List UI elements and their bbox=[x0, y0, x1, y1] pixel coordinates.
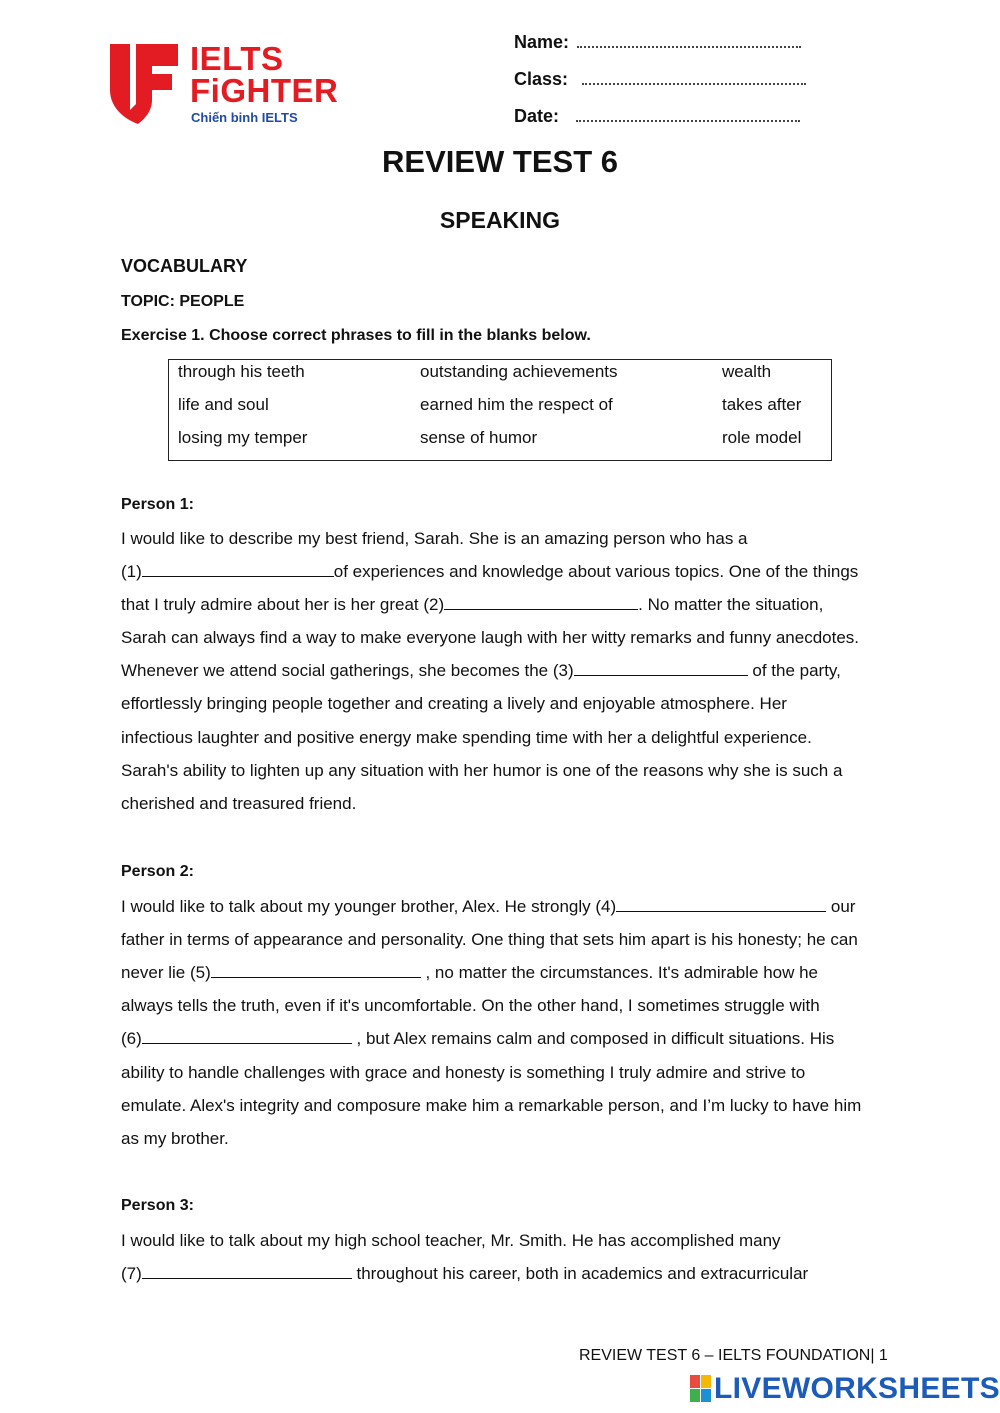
text-segment: . No matter the situation, bbox=[638, 595, 824, 614]
section-heading: VOCABULARY bbox=[121, 256, 248, 276]
page-footer: REVIEW TEST 6 – IELTS FOUNDATION| 1 bbox=[579, 1347, 888, 1364]
text-line: I would like to talk about my high school teacher, Mr. Smith. He has accomplished many bbox=[121, 1231, 781, 1250]
text-segment: (6) bbox=[121, 1029, 142, 1048]
word-bank-item: role model bbox=[722, 428, 802, 447]
person-2-paragraph bbox=[121, 897, 881, 1167]
text-segment: that I truly admire about her is her great (2) bbox=[121, 595, 445, 614]
word-bank-item: earned him the respect of bbox=[420, 395, 613, 414]
date-label: Date: bbox=[514, 106, 560, 126]
blank-7[interactable] bbox=[142, 1264, 352, 1279]
name-field[interactable] bbox=[514, 32, 801, 53]
text-segment: (7) bbox=[121, 1264, 142, 1283]
text-line bbox=[121, 661, 841, 681]
class-blank[interactable] bbox=[582, 71, 806, 85]
blank-5[interactable] bbox=[211, 963, 421, 978]
text-line bbox=[121, 562, 858, 582]
person-1-paragraph bbox=[121, 529, 881, 829]
word-bank-item: losing my temper bbox=[178, 428, 308, 447]
person-2-heading: Person 2: bbox=[121, 863, 194, 880]
blank-3[interactable] bbox=[574, 661, 748, 676]
word-bank-item: through his teeth bbox=[178, 362, 305, 381]
blank-2[interactable] bbox=[444, 595, 638, 610]
text-line: emulate. Alex's integrity and composure make him a remarkable person, and I’m lucky to have him bbox=[121, 1096, 862, 1115]
text-segment: never lie (5) bbox=[121, 963, 211, 982]
shield-icon bbox=[108, 40, 180, 126]
text-line: always tells the truth, even if it's uncomfortable. On the other hand, I sometimes struggle with bbox=[121, 996, 820, 1015]
text-segment: Whenever we attend social gatherings, she becomes the (3) bbox=[121, 661, 574, 680]
text-segment: throughout his career, both in academics and extracurricular bbox=[351, 1264, 809, 1283]
class-label: Class: bbox=[514, 69, 569, 89]
blank-4[interactable] bbox=[616, 897, 826, 912]
text-segment: , no matter the circumstances. It's admirable how he bbox=[420, 963, 819, 982]
person-3-heading: Person 3: bbox=[121, 1197, 194, 1214]
text-line: as my brother. bbox=[121, 1129, 229, 1148]
date-field[interactable] bbox=[514, 106, 800, 127]
text-line: I would like to describe my best friend, Sarah. She is an amazing person who has a bbox=[121, 529, 748, 548]
person-3-paragraph bbox=[121, 1231, 881, 1301]
word-bank-item: takes after bbox=[722, 395, 802, 414]
text-line: Sarah can always find a way to make everyone laugh with her witty remarks and funny anecdotes. bbox=[121, 628, 859, 647]
class-field[interactable] bbox=[514, 69, 806, 90]
text-segment: of the party, bbox=[747, 661, 841, 680]
text-line bbox=[121, 1029, 834, 1049]
text-line: effortlessly bringing people together and creating a lively and enjoyable atmosphere. Her bbox=[121, 694, 787, 713]
text-segment: , but Alex remains calm and composed in difficult situations. His bbox=[351, 1029, 835, 1048]
text-line: father in terms of appearance and personality. One thing that sets him apart is his honesty; he can bbox=[121, 930, 858, 949]
ielts-fighter-logo bbox=[108, 40, 358, 130]
word-bank bbox=[168, 359, 832, 461]
text-line bbox=[121, 1264, 808, 1284]
logo-word-fighter: FiGHTER bbox=[190, 72, 339, 109]
person-1-heading: Person 1: bbox=[121, 496, 194, 513]
text-line: infectious laughter and positive energy make spending time with her a delightful experience. bbox=[121, 728, 812, 747]
blank-number-1: (1) bbox=[121, 562, 142, 581]
logo-tagline: Chiến binh IELTS bbox=[191, 110, 298, 125]
liveworksheets-text: LIVEWORKSHEETS bbox=[714, 1372, 1000, 1405]
text-line bbox=[121, 897, 855, 917]
text-segment: of experiences and knowledge about various topics. One of the things bbox=[333, 562, 859, 581]
text-line bbox=[121, 595, 823, 615]
exercise-instruction: Exercise 1. Choose correct phrases to fill in the blanks below. bbox=[121, 327, 591, 344]
liveworksheets-watermark bbox=[690, 1372, 1000, 1406]
word-bank-item: wealth bbox=[722, 362, 772, 381]
page-subtitle: SPEAKING bbox=[439, 207, 561, 233]
topic-heading: TOPIC: PEOPLE bbox=[121, 293, 245, 310]
date-blank[interactable] bbox=[576, 108, 800, 122]
text-line: ability to handle challenges with grace and honesty is something I truly admire and strive to bbox=[121, 1063, 806, 1082]
text-segment: I would like to talk about my younger brother, Alex. He strongly (4) bbox=[121, 897, 617, 916]
word-bank-item: sense of humor bbox=[420, 428, 538, 447]
blank-6[interactable] bbox=[142, 1029, 352, 1044]
text-line bbox=[121, 963, 818, 983]
text-segment: our bbox=[826, 897, 856, 916]
page-title: REVIEW TEST 6 bbox=[382, 144, 618, 179]
word-bank-item: life and soul bbox=[178, 395, 269, 414]
text-line: Sarah's ability to lighten up any situation with her humor is one of the reasons why she is such a bbox=[121, 761, 843, 780]
text-line: cherished and treasured friend. bbox=[121, 794, 357, 813]
name-blank[interactable] bbox=[577, 34, 801, 48]
word-bank-item: outstanding achievements bbox=[420, 362, 618, 381]
liveworksheets-logo-icon bbox=[690, 1375, 712, 1403]
logo-word-ielts: IELTS bbox=[190, 40, 284, 77]
name-label: Name: bbox=[514, 32, 570, 52]
blank-1[interactable] bbox=[142, 562, 334, 577]
